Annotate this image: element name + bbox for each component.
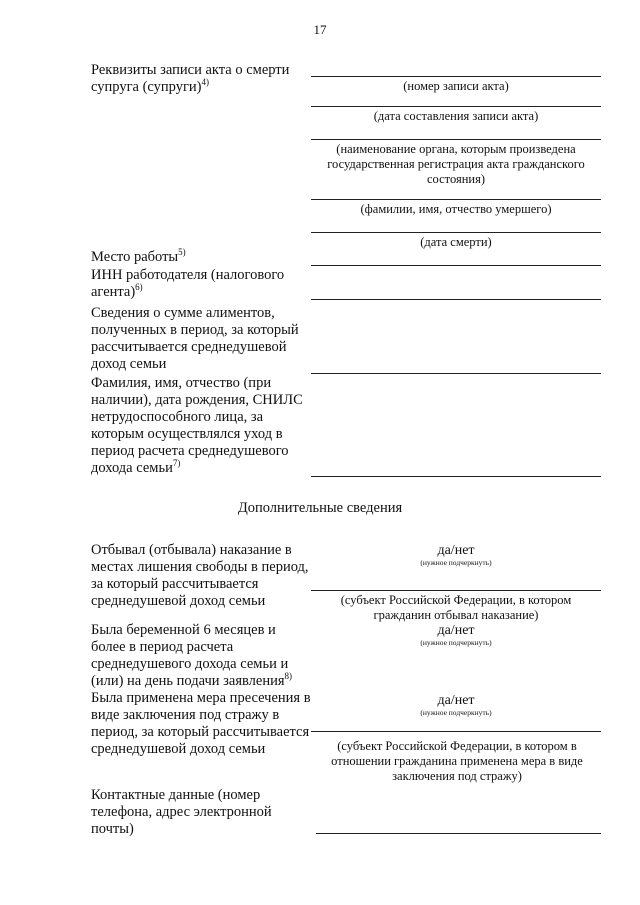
contacts-label: Контактные данные (номер телефона, адрес электронной почты)	[91, 787, 272, 837]
imprisonment-region-line[interactable]	[311, 590, 601, 591]
workplace-line[interactable]	[311, 265, 601, 266]
pregnancy-hint: (нужное подчеркнуть)	[420, 638, 492, 647]
contacts-line[interactable]	[316, 833, 601, 834]
custody-hint: (нужное подчеркнуть)	[420, 708, 492, 717]
custody-yes-no[interactable]: да/нет	[437, 693, 475, 708]
footnote-6: 6)	[135, 282, 143, 293]
record-number-caption: (номер записи акта)	[403, 79, 509, 93]
authority-caption: (наименование органа, которым произведена государственная регистрация акта гражданского состояния)	[327, 142, 585, 186]
footnote-4: 4)	[201, 77, 209, 88]
record-date-line[interactable]	[311, 106, 601, 107]
pregnancy-yes-no[interactable]: да/нет	[437, 623, 475, 638]
care-line[interactable]	[311, 476, 601, 477]
death-date-caption: (дата смерти)	[420, 235, 492, 249]
record-number-line[interactable]	[311, 76, 601, 77]
record-date-caption: (дата составления записи акта)	[373, 109, 539, 123]
imprisonment-hint: (нужное подчеркнуть)	[420, 558, 492, 567]
imprisonment-yes-no[interactable]: да/нет	[437, 543, 475, 558]
footnote-7: 7)	[172, 458, 181, 469]
additional-info-heading: Дополнительные сведения	[237, 500, 403, 516]
page-number: 17	[313, 22, 327, 37]
imprisonment-label: Отбывал (отбывала) наказание в местах лишения свободы в период, за который рассчитывается среднедушевой доход семьи	[91, 542, 309, 609]
care-label: Фамилия, имя, отчество (при наличии), дата рождения, СНИЛС нетрудоспособного лица, за которым осуществлялся уход в период расчета среднедушевого дохода семьи$^{7)}$	[91, 375, 303, 476]
alimony-line[interactable]	[311, 373, 601, 374]
footnote-5: 5)	[178, 247, 186, 258]
imprisonment-region-caption: (субъект Российской Федерации, в котором гражданин отбывал наказание)	[340, 593, 572, 622]
custody-region-line[interactable]	[311, 731, 601, 732]
employer-inn-line[interactable]	[311, 299, 601, 300]
employer-inn-label: ИНН работодателя (налогового агента)$^{6)}$	[91, 267, 285, 300]
deceased-name-line[interactable]	[311, 199, 601, 200]
death-date-line[interactable]	[311, 232, 601, 233]
alimony-label: Сведения о сумме алиментов, полученных в период, за который рассчитывается среднедушевой доход семьи	[91, 305, 299, 372]
custody-region-caption: (субъект Российской Федерации, в котором в отношении гражданина применена мера в виде заключения под стражу)	[331, 739, 583, 783]
pregnancy-label: Была беременной 6 месяцев и более в период расчета среднедушевого дохода семьи и (или) на день подачи заявления$^{8)}$	[91, 622, 293, 689]
spouse-death-record-label: Реквизиты записи акта о смерти супруга (супруги)$^{4)}$	[91, 62, 290, 95]
footnote-8: 8)	[284, 671, 293, 682]
authority-line[interactable]	[311, 139, 601, 140]
custody-label: Была применена мера пресечения в виде заключения под стражу в период, за который рассчитывается среднедушевой доход семьи	[91, 690, 311, 757]
deceased-name-caption: (фамилии, имя, отчество умершего)	[360, 202, 552, 216]
workplace-label: Место работы$^{5)}$	[91, 247, 186, 265]
